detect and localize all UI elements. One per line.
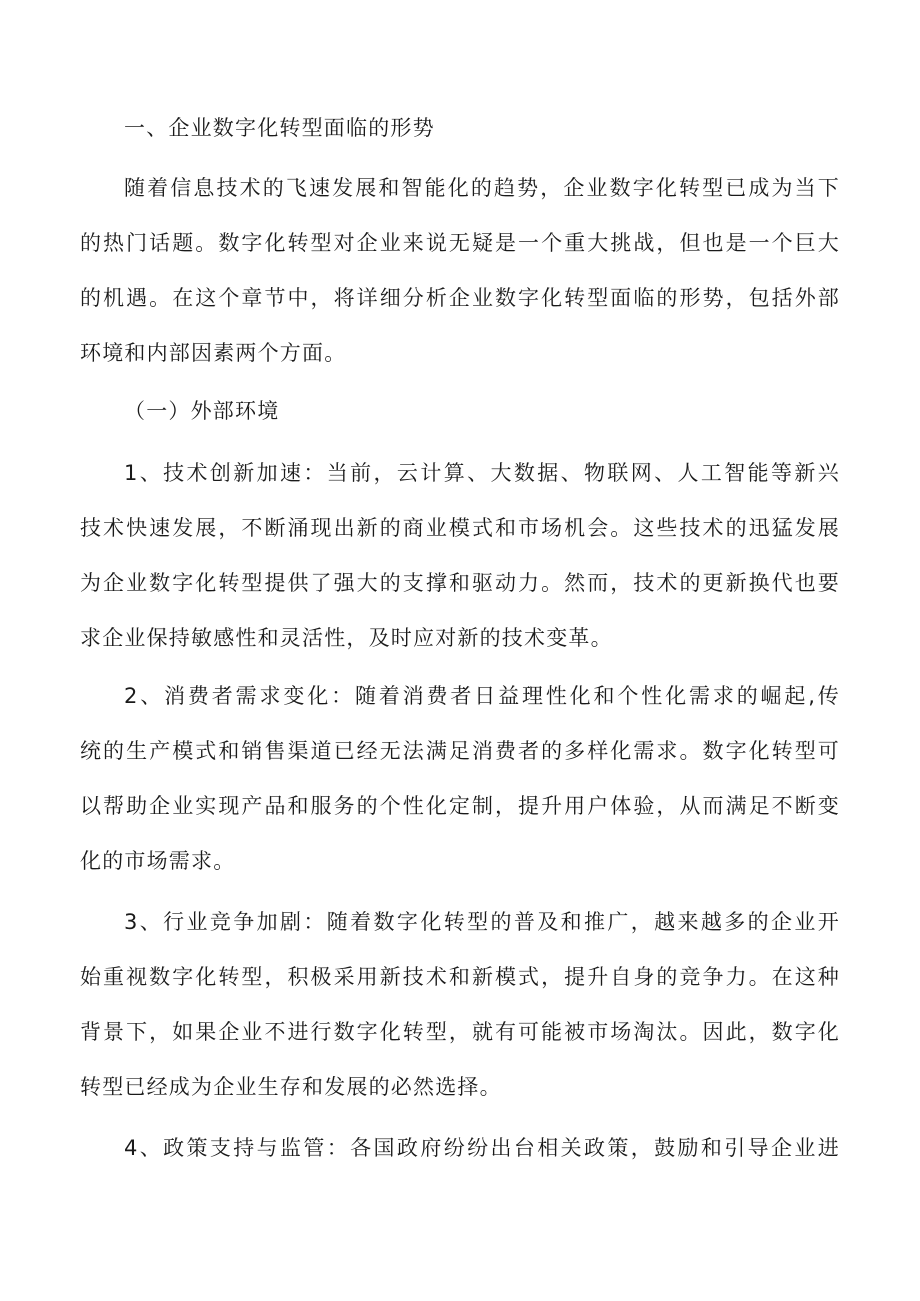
p3-line-1: 3、行业竞争加剧：随着数字化转型的普及和推广，越来越多的企业开 — [124, 910, 840, 934]
p3-line-2: 始重视数字化转型，积极采用新技术和新模式，提升自身的竞争力。在这种 — [80, 965, 840, 989]
p2-line-3: 以帮助企业实现产品和服务的个性化定制，提升用户体验，从而满足不断变 — [80, 794, 840, 818]
intro-line-3: 的机遇。在这个章节中，将详细分析企业数字化转型面临的形势，包括外部 — [80, 286, 840, 310]
p4-line-1: 4、政策支持与监管：各国政府纷纷出台相关政策，鼓励和引导企业进 — [124, 1136, 840, 1160]
p1-line-4: 求企业保持敏感性和灵活性，及时应对新的技术变革。 — [80, 626, 613, 650]
intro-line-2: 的热门话题。数字化转型对企业来说无疑是一个重大挑战，但也是一个巨大 — [80, 231, 840, 255]
p1-line-1: 1、技术创新加速：当前，云计算、大数据、物联网、人工智能等新兴 — [124, 461, 840, 485]
section-heading: 一、企业数字化转型面临的形势 — [124, 116, 435, 140]
intro-line-4: 环境和内部因素两个方面。 — [80, 341, 347, 365]
p2-line-4: 化的市场需求。 — [80, 849, 236, 873]
p3-line-4: 转型已经成为企业生存和发展的必然选择。 — [80, 1075, 502, 1099]
p2-line-1: 2、消费者需求变化：随着消费者日益理性化和个性化需求的崛起,传 — [124, 684, 840, 708]
p2-line-2: 统的生产模式和销售渠道已经无法满足消费者的多样化需求。数字化转型可 — [80, 739, 840, 763]
p1-line-3: 为企业数字化转型提供了强大的支撑和驱动力。然而，技术的更新换代也要 — [80, 571, 840, 595]
p1-line-2: 技术快速发展，不断涌现出新的商业模式和市场机会。这些技术的迅猛发展 — [80, 516, 840, 540]
subsection-heading: （一）外部环境 — [124, 399, 280, 423]
p3-line-3: 背景下，如果企业不进行数字化转型，就有可能被市场淘汰。因此，数字化 — [80, 1020, 840, 1044]
intro-line-1: 随着信息技术的飞速发展和智能化的趋势，企业数字化转型已成为当下 — [124, 176, 840, 200]
